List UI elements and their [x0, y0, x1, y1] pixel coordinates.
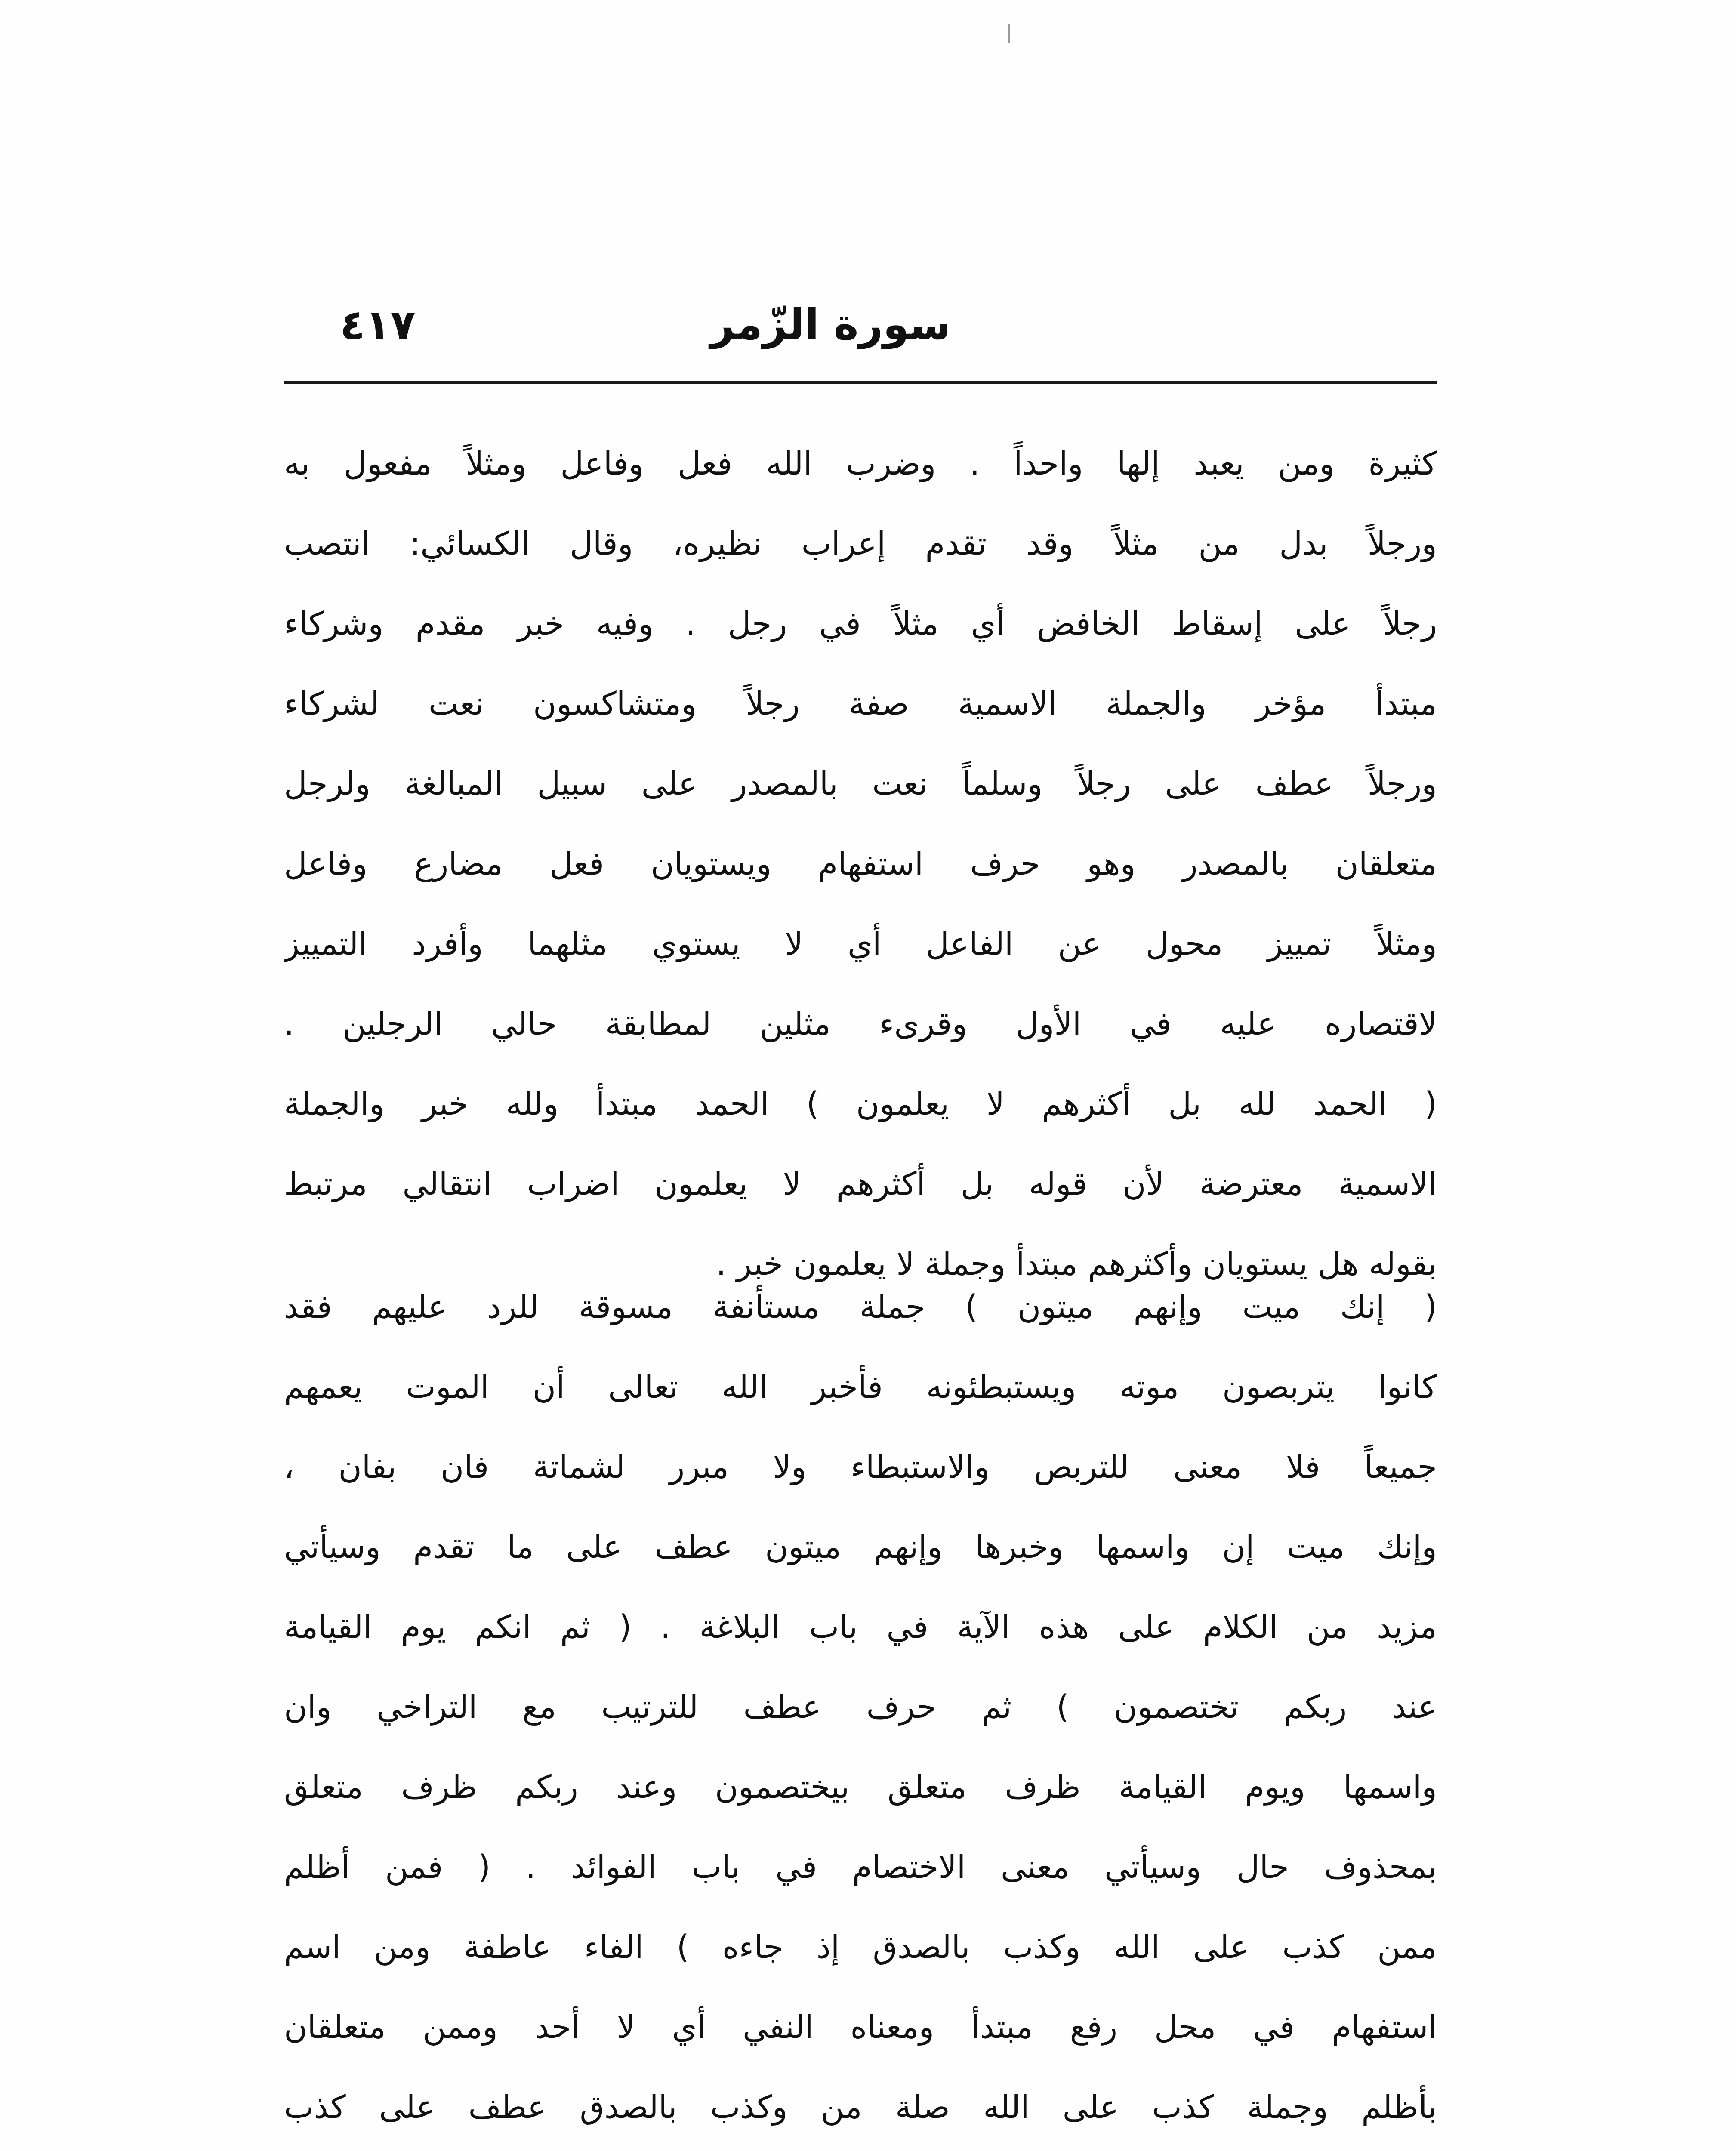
text-line [284, 2147, 1437, 2151]
text-line: بقوله هل يستويان وأكثرهم مبتدأ وجملة لا يعلمون خبر . [716, 1245, 1437, 1282]
text-line: استفهام في محل رفع مبتدأ ومعناه النفي أي لا أحد وممن متعلقان [284, 2009, 1437, 2046]
text-line: رجلاً على إسقاط الخافض أي مثلاً في رجل . وفيه خبر مقدم وشركاء [284, 605, 1437, 642]
paragraph-1 [284, 424, 1437, 1304]
text-line: ورجلاً بدل من مثلاً وقد تقدم إعراب نظيره، وقال الكسائي: انتصب [284, 525, 1437, 562]
text-line: جميعاً فلا معنى للتربص والاستبطاء ولا مبرر لشماتة فان بفان ، [284, 1448, 1437, 1485]
header-divider [284, 381, 1437, 384]
paragraph-2 [284, 1267, 1437, 2151]
text-line: وإنك ميت إن واسمها وخبرها وإنهم ميتون عطف على ما تقدم وسيأتي [284, 1529, 1437, 1565]
text-line: مبتدأ مؤخر والجملة الاسمية صفة رجلاً ومتشاكسون نعت لشركاء [284, 685, 1437, 722]
page-number: ٤١٧ [340, 301, 416, 349]
text-line: واسمها ويوم القيامة ظرف متعلق بيختصمون وعند ربكم ظرف متعلق [284, 1769, 1437, 1806]
text-line: عند ربكم تختصمون ) ثم حرف عطف للترتيب مع التراخي وان [284, 1689, 1437, 1726]
text-line: بمحذوف حال وسيأتي معنى الاختصام في باب الفوائد . ( فمن أظلم [284, 1849, 1437, 1886]
text-line: بأظلم وجملة كذب على الله صلة من وكذب بالصدق عطف على كذب [284, 2089, 1437, 2126]
text-line: ( الحمد لله بل أكثرهم لا يعلمون ) الحمد مبتدأ ولله خبر والجملة [284, 1085, 1437, 1122]
page-edge-mark [1008, 24, 1010, 43]
page-header [284, 293, 1437, 366]
text-line: لاقتصاره عليه في الأول وقرىء مثلين لمطابقة حالي الرجلين . [284, 1005, 1437, 1042]
text-line: ( إنك ميت وإنهم ميتون ) جملة مستأنفة مسوقة للرد عليهم فقد [284, 1288, 1437, 1325]
text-line: ورجلاً عطف على رجلاً وسلماً نعت بالمصدر على سبيل المبالغة ولرجل [284, 765, 1437, 802]
text-line: مزيد من الكلام على هذه الآية في باب البلاغة . ( ثم انكم يوم القيامة [284, 1609, 1437, 1646]
text-line: ممن كذب على الله وكذب بالصدق إذ جاءه ) الفاء عاطفة ومن اسم [284, 1929, 1437, 1966]
text-line: متعلقان بالمصدر وهو حرف استفهام ويستويان فعل مضارع وفاعل [284, 845, 1437, 882]
text-line: الاسمية معترضة لأن قوله بل أكثرهم لا يعلمون اضراب انتقالي مرتبط [284, 1165, 1437, 1202]
running-title: سورة الزّمر [710, 300, 951, 349]
text-line: كثيرة ومن يعبد إلها واحداً . وضرب الله فعل وفاعل ومثلاً مفعول به [284, 445, 1437, 482]
text-line: كانوا يتربصون موته ويستبطئونه فأخبر الله تعالى أن الموت يعمهم [284, 1368, 1437, 1405]
text-line: ومثلاً تمييز محول عن الفاعل أي لا يستوي مثلهما وأفرد التمييز [284, 925, 1437, 962]
